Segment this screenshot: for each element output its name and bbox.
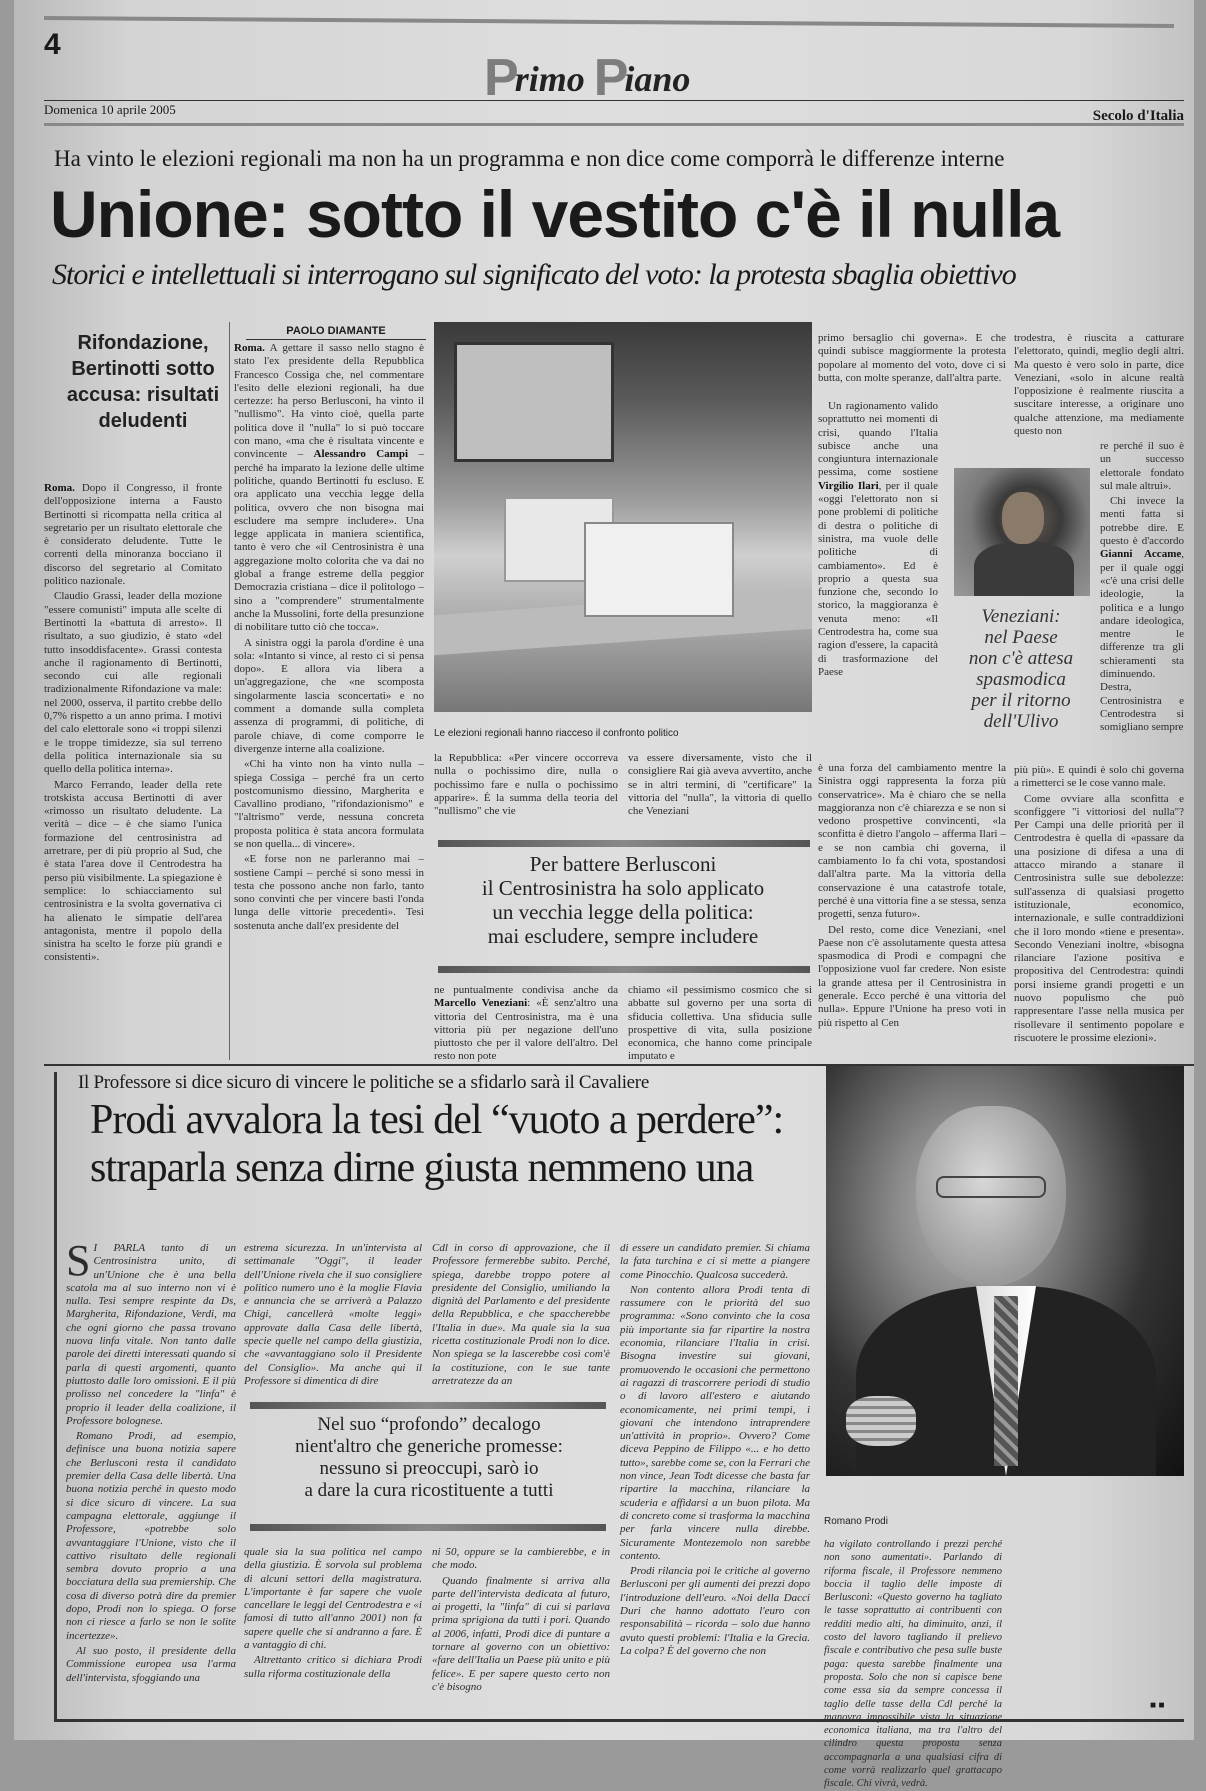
photo-tie [994, 1296, 1018, 1466]
section-title [484, 48, 690, 108]
bottom-col-4: di essere un candidato premier. Si chiama la fata turchina e ci si mette a piangere come Pinocchio. Qualcosa succederà. Non contento allora Prodi tenta di rassumere con le priorità del suo programma: «Sono convinto che la cosa più importante sia far ripartire la nostra economia, rilanciare l'Italia in crisi. Bisogna investire sui giovani, promuovendo le occasioni che permettono ai ragazzi di trascorrere periodi di studio o di lavoro all'estero e aiutando economicamente, nei primi tempi, i giovani che intendono intraprendere un'attività in proprio». Ovvero? Come diceva Peppino de Filippo «... e ho detto tutto», sarebbe come se, con la Ferrari che non vince, Jean Todt dicesse che basta far ripartire la macchina, rilanciare la scuderia e affidarsi a un buon pilota. Ma di concreto come si trasforma la macchina per farla vincere nulla direbbe. Sicuramente Montezemolo non sarebbe contento. Prodi rilancia poi le critiche al governo Berlusconi per gli aumenti dei prezzi dopo l'introduzione dell'euro. «Noi della Dacci Duri che hanno adottato l'euro con responsabilità – ricorda – solo due hanno avuto questi problemi: l'Italia e la Grecia. La colpa? È del governo che non [620, 1242, 810, 1657]
pull-quote-bar-top [250, 1402, 606, 1409]
section-word1: rimo [514, 59, 585, 99]
bottom-col-3a: Cdl in corso di approvazione, che il Professore fermerebbe subito. Perché, spiega, darebbe troppo potere al presidente del Consiglio, umiliando la dignità del Parlamento e del presidente della Repubblica, e che spaccherebbe l'Italia in due». Ma quale sia la sua ricetta costituzionale Prodi non lo dice. Non spiega se la lascerebbe così com'è la costituzione, con le sue tante arretratezze da an [432, 1242, 610, 1387]
photo-window [454, 342, 614, 462]
pull-quote: Per battere Berlusconi il Centrosinistra ha solo applicato un vecchia legge della politica: mai escludere, sempre includere [481, 852, 765, 948]
main-story-col-3a: primo bersaglio chi governa». E che quindi subisce maggiormente la protesta popolare al momento del voto, dove ci si butta, con molte speranze, dall'altra parte. [818, 332, 1006, 384]
ballot-box-photo [434, 322, 812, 712]
main-dateline: Roma. [234, 342, 265, 354]
bottom-pull-quote: Nel suo “profondo” decalogo nient'altro che generiche promesse: nessuno si preoccupi, sarò io a dare la cura ricostituente a tutti [295, 1414, 563, 1501]
bottom-col-5: ha vigilato controllando i prezzi perché non sono aumentati». Parlando di riforma fiscale, il Professore nemmeno boccia il taglio delle imposte di Berlusconi: «Questo governo ha tagliato le tasse soprattutto ai contribuenti con redditi medio alti, ha diminuito, anzi, il costo del lavoro tagliando il prelievo fiscale e contributivo che pesa sulle buste paga: questa sarebbe finalmente una proposta. Solo che non si capisce bene come essa sia da sempre concessa il taglio delle tasse della Cdl perché la manovra impossibile vista la situazione economica italiana, ma tra l'altro del cilindro questa proposta senza accompagnarla a una qualsiasi cifra di come vorrà realizzarlo quel grattacapo fiscale. Chi vivrà, vedrà. [824, 1539, 1002, 1790]
veneziani-photo [954, 468, 1090, 596]
main-story-col-2c: ne puntualmente condivisa anche da Marcello Veneziani: «È senz'altro una vittoria del Centrosinistra, ma è una vittoria più per negazione dell'uno piuttosto che per il valore dell'altro. Del resto non pote [434, 984, 618, 1063]
person-veneziani: Marcello Veneziani [434, 997, 528, 1010]
side-story-p1: Roma. Dopo il Congresso, il fronte dell'opposizione interna a Fausto Bertinotti si ricompatta nella critica al segretario per un risultato elettorale che è considerato deludente. Tutte le correnti della minoranza bocciano il discorso del segretario al Comitato politico nazionale. [44, 482, 222, 588]
main-story-col-3b: Un ragionamento valido soprattutto nei momenti di crisi, quando l'Italia subisce anche una congiuntura internazionale pessima, come sostiene Virgilio Ilari, per il quale «oggi l'elettorato non si pone problemi di politiche di destra o politiche di sinistra, ma vuole delle politiche di cambiamento». Ed è proprio a questa sua funzione che, secondo lo storico, la maggioranza è venuta meno: «Il Centrodestra ha, come sua ragion d'essere, la capacità di trasformazione del Paese [818, 400, 939, 678]
main-story-col-2b: va essere diversamente, visto che il consigliere Rai già aveva avvertito, anche se in altri termini, di "certificare" la vittoria del "nulla", la vittoria di quello che Veneziani [628, 752, 812, 818]
person-ilari: Virgilio Ilari [818, 479, 879, 492]
pull-quote-bar-bottom [438, 966, 810, 973]
prodi-photo [826, 1066, 1184, 1476]
main-story-col-2d: chiamo «il pessimismo cosmico che si abbatte sul governo per una sorta di sfiducia collettiva. Una sfiducia sulle prospettive di vita, sulla posizione economica, che hanno come principale imputato e [628, 984, 812, 1063]
bottom-kicker: Il Professore si dice sicuro di vincere le politiche se a sfidarlo sarà il Cavaliere [78, 1072, 649, 1093]
side-story-p2: Claudio Grassi, leader della mozione "essere comunisti" imputa alle scelte di Bertinotti la «battuta di arresto». Il risultato, a suo giudizio, è stato «del tutto insoddisfacente». Grassi contesta anche il ragionamento di Bertinotti, secondo cui alle regionali tradizionalmente Rifondazione va male: nel 2000, osserva, il partito crebbe dello 0,7% rispetto a un anno prima. I motivi del calo elettorale sono «i troppi silenzi e le troppe timidezze, sia sul terreno della politica internazionale sia su quello della politica interna». [44, 590, 222, 776]
side-story-body [44, 482, 222, 967]
prodi-photo-caption: Romano Prodi [824, 1516, 888, 1527]
section-cap-p2: P [593, 49, 629, 107]
main-story-col-3c: è una forza del cambiamento mentre la Sinistra oggi rappresenta la forza più conservatrice». Ma è chiaro che se nella maggioranza non c'è chiarezza e se non si vedono prospettive convincenti, «la sconfitta è dietro l'angolo – afferma Ilari – e se non cambia chi governa, il cambiamento lo fa chi vota, spostandosi dall'altra parte. Ma la vittoria della conservazione è una catastrofe totale, perché è una vittoria fine a se stessa, senza progetti, senza futuro». Del resto, come dice Veneziani, «nel Paese non c'è assolutamente questa attesa spasmodica di Prodi e compagni che l'opposizione vuol far credere. Non esiste la grande attesa per il Centrosinistra in generale. Ecco perché è una vittoria del nulla». Eppure l'Unione ha preso voti in più rispetto al Cen [818, 762, 1006, 1029]
drop-cap: S [66, 1236, 91, 1285]
section-cap-p1: P [484, 49, 519, 107]
top-headline: Unione: sotto il vestito c'è il nulla [50, 177, 1060, 251]
section-word2: iano [624, 59, 691, 99]
page-number: 4 [44, 28, 61, 61]
photo-hand [846, 1396, 916, 1446]
photo-suit [974, 542, 1074, 596]
main-story-col-4b: re perché il suo è un successo elettorale fondato sul male altrui». Chi invece la menti fatta si potrebbe dire. E questo è d'accordo Gianni Accame, per il quale oggi «c'è una crisi delle ideologie, la politica e a lungo andare ideologica, mentre le differenze tra gli schieramenti sta diminuendo. Destra, Centrosinistra e Centrodestra si somigliano sempre [1100, 440, 1184, 734]
person-accame: Gianni Accame [1100, 548, 1182, 561]
veneziani-quote: Veneziani: nel Paese non c'è attesa spasmodica per il ritorno dell'Ulivo [968, 606, 1074, 732]
side-story-headline: Rifondazione, Bertinotti sotto accusa: risultati deludenti [66, 332, 220, 432]
person-campi: Alessandro Campi [313, 448, 409, 461]
side-story-p3: Marco Ferrando, leader della rete trotskista accusa Bertinotti di aver «rimosso un risultato deludente. La verità – dice – è che siamo l'unica formazione del centrosinistra ad arretrare, per di più proprio al Sud, che è stata l'area dove il Centrodestra ha perso più visibilmente. La spiegazione è semplice: lo schiacciamento sul centrosinistra e la svolta governativa ci ha alienato le simpatie dell'area antagonista, mentre il popolo della sinistra ha scelto le forze più grandi e consistenti». [44, 778, 222, 964]
top-rule [44, 16, 1174, 28]
issue-date: Domenica 10 aprile 2005 [44, 102, 176, 117]
photo-ballot-box [584, 522, 734, 617]
newspaper-page [14, 0, 1194, 1790]
photo-glasses [936, 1176, 1046, 1198]
column-divider [229, 322, 230, 1060]
main-story-col-4c: più più». E quindi è solo chi governa a rimetterci se le cose vanno male. Come ovviare alla sconfitta e sconfiggere "i vittoriosi del nulla"? Per Campi una delle priorità per il Centrodestra è quella di «passare da una posizione di difesa a una di attacco mirando a stanare il Centrosinistra sulle sue debolezze: sull'assenza di qualsiasi progetto istituzionale, economico, internazionale, e sulle contraddizioni che il loro mondo «tiene e presenta». Secondo Veneziani inoltre, «bisogna rilanciare l'azione positiva e propositiva del Centrodestra: quindi porsi insieme grandi progetti e un nuovo populismo che può rappresentare l'asse nella musica per risollevare il sentimento popolare e riscuotere le prossime elezioni». [1014, 764, 1184, 1044]
byline: PAOLO DIAMANTE [246, 325, 426, 340]
pull-quote-bar-bottom [250, 1524, 606, 1531]
newspaper-name: Secolo d'Italia [1092, 108, 1184, 124]
bottom-col-1: S I PARLA tanto di un Centrosinistra unito, di un'Unione che è una bella scatola ma al suo interno non vi è nulla. Tesi sempre respinte da Ds, Margherita, Rifondazione, Verdi, ma che ogni giorno che passa trovano nuova linfa vitale. Non tanto dalle parole dei diretti interessati quando si parla di questi argomenti, quanto piuttosto dalle loro omissioni. E il più prolisso nel concedere la "linfa" è proprio il leader della coalizione, il Professore bolognese. Romano Prodi, ad esempio, definisce una buona notizia sapere che Berlusconi resta il candidato premier della Casa delle libertà. Una buona notizia perché in questo modo si dice sicuro di vincere. La sua campagna elettorale, aggiunge il Professore, «potrebbe solo avvantaggiare l'Unione, visto che il cattivo risultato delle regionali sembra dovuto proprio a una bocciatura della sua premiership. Che cosa di diverso potrà dire da premier dopo, Prodi non lo spiega. O forse non ci riesce a farlo se non le solite incertezze». Al suo posto, il presidente della Commissione europea usa l'arma dell'intervista, sfoggiando una [66, 1236, 236, 1684]
masthead-rule [44, 100, 1184, 126]
main-story-col-4a: trodestra, è riuscita a catturare l'elettorato, quindi, meglio degli altri. Ma questo è vero solo in parte, dice Veneziani, «solo in alcune realtà l'opposizione è realmente riuscita a suscitare interesse, a originare uno qualche attenzione, ma mediamente questo non [1014, 332, 1184, 438]
pull-quote-bar-top [438, 840, 810, 847]
end-mark: ■ ■ [1150, 1700, 1165, 1711]
bottom-col-2b: quale sia la sua politica nel campo della giustizia. È sorvola sul problema di alcuni settori della magistratura. L'importante è far sapere che vuole cancellare le leggi del Centrodestra e «i famosi di tutto all'anno 2001) non fa sapere quelle che si andranno a fare. È a vantaggio di chi. Altrettanto critico si dichiara Prodi sulla riforma costituzionale della [244, 1546, 422, 1680]
bottom-headline: Prodi avvalora la tesi del “vuoto a perdere”: straparla senza dirne giusta nemmeno una [90, 1097, 784, 1191]
bottom-col-3b: ni 50, oppure se la cambierebbe, e in che modo. Quando finalmente si arriva alla parte dell'intervista dedicata al futuro, ai progetti, la "linfa" di cui si parlava prima sprigiona da tutti i pori. Quando al 2006, infatti, Prodi dice di puntare a tornare al governo con un obiettivo: «fare dell'Italia un Paese più unito e più felice». E per sapere questo certo non c'è bisogno [432, 1546, 610, 1693]
ballot-photo-caption: Le elezioni regionali hanno riacceso il confronto politico [434, 728, 679, 739]
top-subhead: Storici e intellettuali si interrogano sul significato del voto: la protesta sbaglia obiettivo [52, 258, 1016, 291]
side-dateline: Roma. [44, 482, 75, 494]
top-kicker: Ha vinto le elezioni regionali ma non ha un programma e non dice come comporrà le differenze interne [54, 146, 1005, 171]
main-story-col-1: Roma. A gettare il sasso nello stagno è stato l'ex presidente della Repubblica Francesco Cossiga che, nel commentare l'esito delle elezioni regionali, ha due certezze: ha perso Berlusconi, ha vinto il "nullismo". Ha vinto cioè, quella parte politica dove il "nulla" lo si può toccare con mano, «ma che è risultata vincente e convincente – Alessandro Campi – perché ha imparato la lezione delle ultime politiche, quando Bertinotti fu escluso. E ora applicato una vecchia legge della politica, ovvero che non bisogna mai escludere ma sempre includere». Una legge applicata in maniera scientifica, tanto è vero che «il Centrosinistra è una aggregazione molto colorita che va dai no global a frange estreme della peggior Democrazia cristiana – dice il politologo – sino a "comprendere" strumentalmente anche la Mussolini, forte della presunzione di nobilitare tutto ciò che tocca». A sinistra oggi la parola d'ordine è una sola: «Intanto si vince, al resto ci si pensa dopo». E allora via libera a un'aggregazione, che «ne scomposta singolarmente lascia sconcertati» e no comment a domande sulla completa assenza di programmi, di politiche, di parole chiave, di come comporre le divergenze interne alla coalizione. «Chi ha vinto non ha vinto nulla – spiega Cossiga – perché fra un certo postcomunismo diessino, Margherita e Cavallino prodiano, "rifondazionismo" e "l'altrismo" verde, nessuna concreta proposta politica è stata ancora formulata se non quella... di vincere». «E forse non ne parleranno mai – sostiene Campi – perché si sono messi in testa che possono anche non farlo, tanto sono convinti che per vincere basti l'onda lunga delle vittorie precedenti». Tesi sostenuta anche dall'ex presidente del [234, 342, 424, 932]
main-story-col-2a: la Repubblica: «Per vincere occorreva nulla o pochissimo dire, nulla o pochissimo fare e nulla o pochissimo apparire». È la summa della teoria del "nullismo" che vie [434, 752, 618, 818]
photo-face [1002, 492, 1044, 544]
bottom-col-2a: estrema sicurezza. In un'intervista al settimanale "Oggi", il leader dell'Unione rivela che il suo consigliere politico numero uno è la moglie Flavia e annuncia che se arriverà a Palazzo Chigi, cancellerà «molte leggi» approvate dalla Casa delle libertà, specie quelle nel campo della giustizia, che «avvantaggiano solo il Presidente del Consiglio». Ma anche qui il Professore si dimentica di dire [244, 1242, 422, 1387]
